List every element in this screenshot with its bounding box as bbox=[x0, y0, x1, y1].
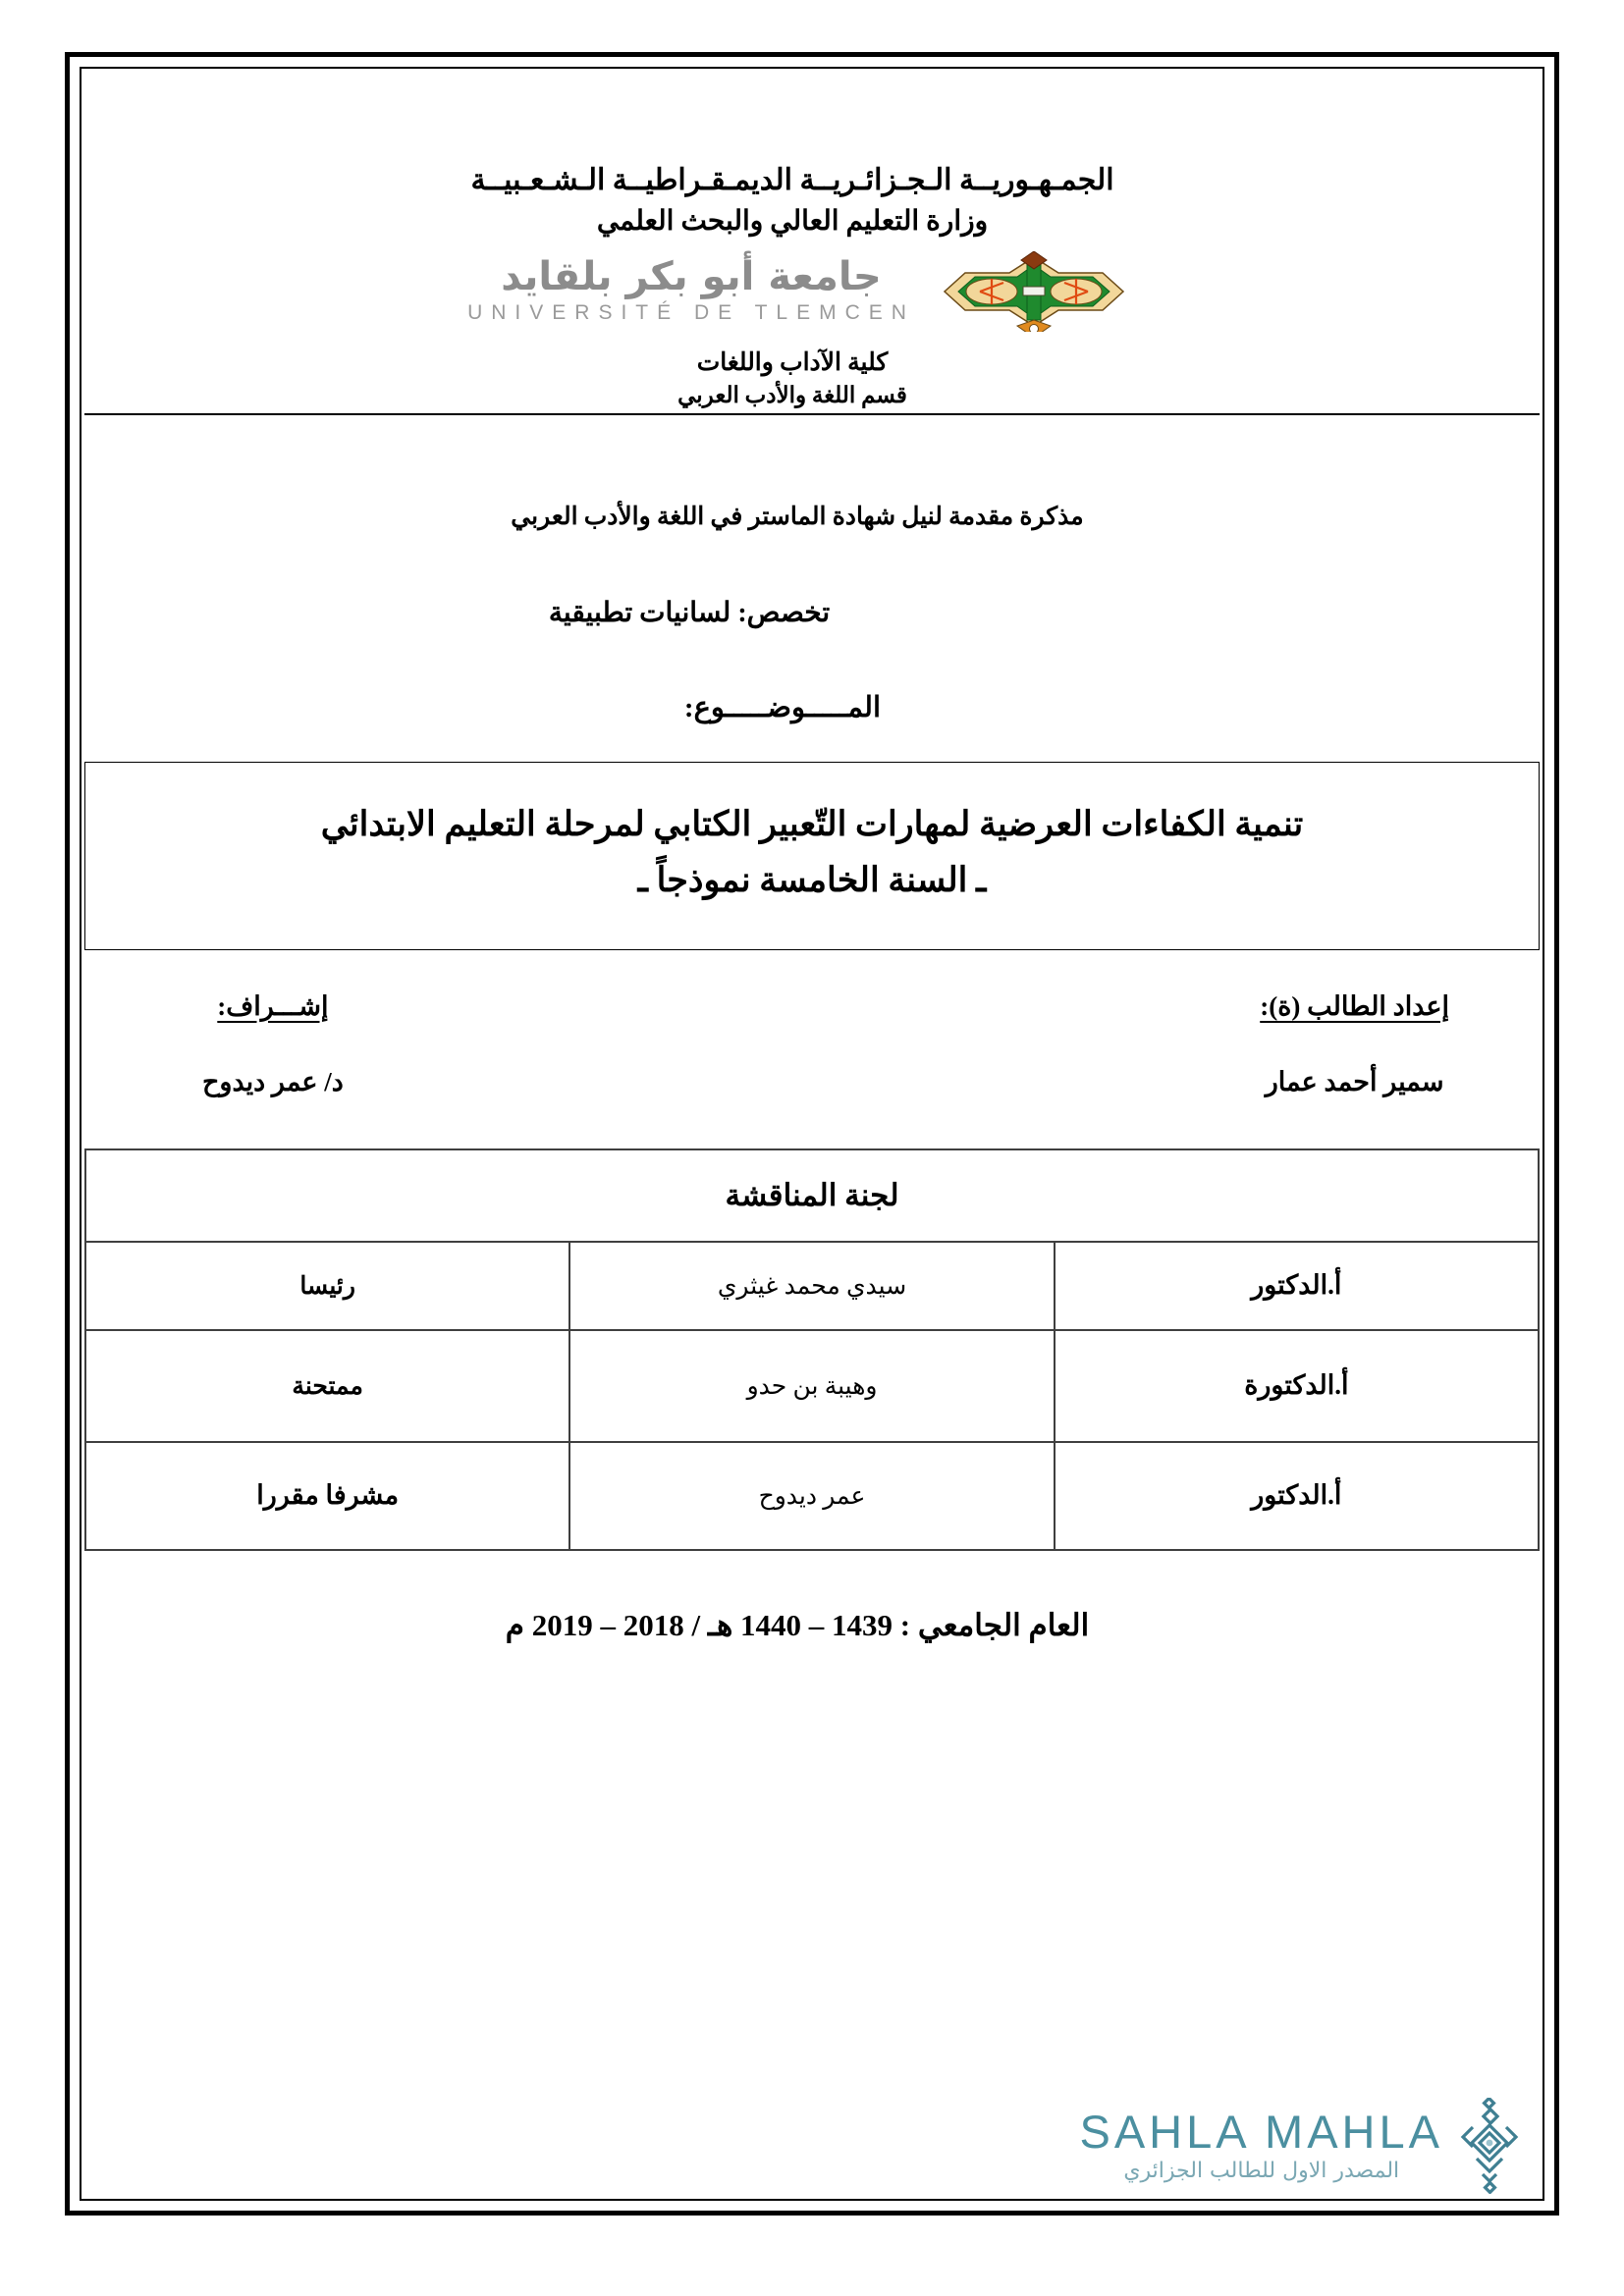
diamond-ornament-icon bbox=[1453, 2098, 1526, 2194]
watermark-title: SAHLA MAHLA bbox=[1079, 2106, 1443, 2158]
table-header-row bbox=[85, 1149, 1539, 1242]
committee-title: أ.الدكتور bbox=[1055, 1442, 1539, 1550]
university-emblem-icon bbox=[941, 251, 1127, 332]
committee-name: سيدي محمد غيثري bbox=[569, 1242, 1054, 1330]
academic-year: العام الجامعي : 1439 – 1440 هـ / 2018 – 2019 م bbox=[505, 1607, 1090, 1642]
republic-title: الجمـهـوريــة الـجـزائـريــة الديمـقـراطيــة الـشـعـبيــة bbox=[470, 164, 1114, 196]
table-row bbox=[85, 1242, 1539, 1330]
university-name-arabic: جامعة أبو بكر بلقايد bbox=[501, 254, 882, 300]
faculty-name: كلية الآداب واللغات bbox=[696, 349, 889, 377]
university-name-french: UNIVERSITÉ DE TLEMCEN bbox=[467, 301, 915, 325]
watermark-text bbox=[1079, 2106, 1443, 2183]
table-row bbox=[85, 1330, 1539, 1442]
department-name: قسم اللغة والأدب العربي bbox=[677, 383, 907, 408]
university-identity-row bbox=[84, 249, 1540, 334]
degree-statement: مذكرة مقدمة لنيل شهادة الماستر في اللغة والأدب العربي bbox=[511, 504, 1084, 530]
student-name: سمير أحمد عمار bbox=[1265, 1066, 1444, 1096]
committee-role: مشرفا مقررا bbox=[85, 1442, 569, 1550]
university-wordmark bbox=[467, 254, 915, 326]
page-content bbox=[84, 72, 1540, 2196]
specialty-line: تخصص: لسانيات تطبيقية bbox=[548, 598, 831, 628]
committee-role: رئيسا bbox=[85, 1242, 569, 1330]
committee-table bbox=[84, 1148, 1540, 1551]
watermark-subtitle: المصدر الاول للطالب الجزائري bbox=[1123, 2159, 1400, 2183]
committee-role: ممتحنة bbox=[85, 1330, 569, 1442]
people-row bbox=[84, 991, 1540, 1097]
thesis-title-line-1: تنمية الكفاءات العرضية لمهارات التّعبير الكتابي لمرحلة التعليم الابتدائي bbox=[320, 805, 1304, 843]
committee-title: أ.الدكتور bbox=[1055, 1242, 1539, 1330]
site-watermark bbox=[1079, 2098, 1526, 2194]
committee-heading: لجنة المناقشة bbox=[85, 1149, 1539, 1242]
supervisor-name: د/ عمر ديدوح bbox=[202, 1066, 344, 1096]
table-row bbox=[85, 1442, 1539, 1550]
supervisor-label: إشـــراف: bbox=[217, 990, 329, 1021]
student-label: إعداد الطالب (ة): bbox=[1260, 990, 1449, 1021]
supervisor-block bbox=[202, 991, 344, 1097]
document-header bbox=[84, 72, 1540, 415]
thesis-title-box bbox=[84, 762, 1540, 950]
thesis-title-line-2: ـ السنة الخامسة نموذجاً ـ bbox=[637, 860, 987, 899]
committee-name: عمر ديدوح bbox=[569, 1442, 1054, 1550]
committee-name: وهيبة بن حدو bbox=[569, 1330, 1054, 1442]
ministry-title: وزارة التعليم العالي والبحث العلمي bbox=[596, 205, 989, 237]
student-block bbox=[1260, 991, 1449, 1097]
committee-title: أ.الدكتورة bbox=[1055, 1330, 1539, 1442]
subject-label: المـــــوضـــــوع: bbox=[683, 692, 882, 723]
